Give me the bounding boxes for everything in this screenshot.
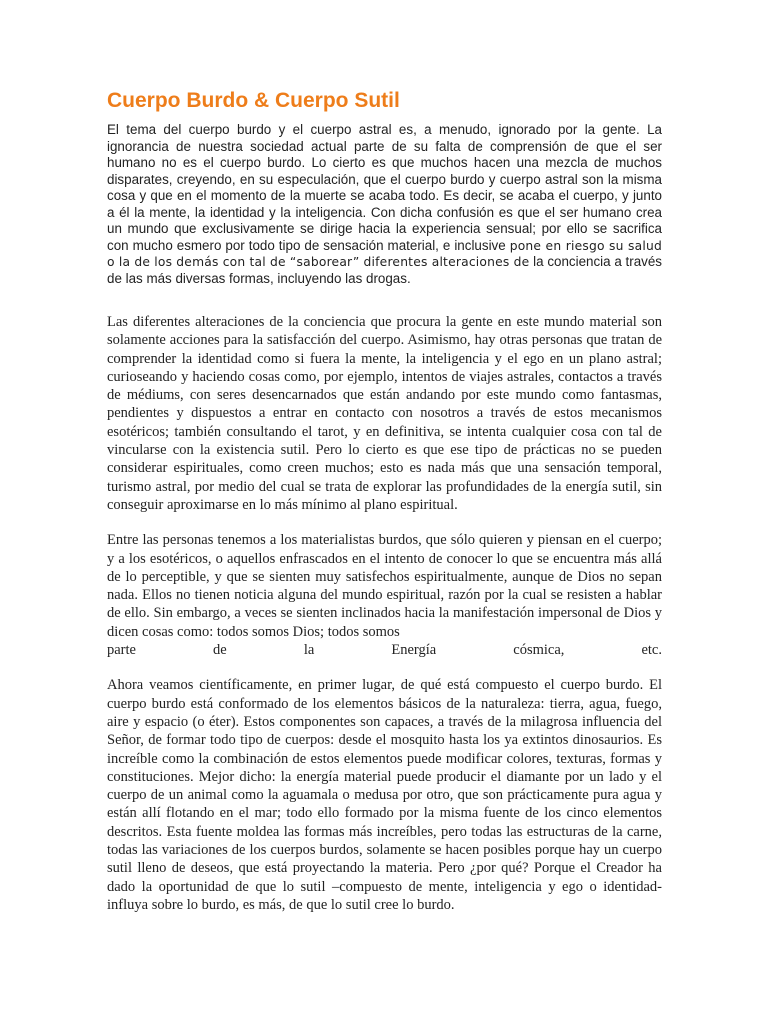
document-page (107, 88, 662, 931)
paragraph-1-narrow-line: pone en riesgo su salud o la de los demás con tal de “saborear” diferentes alteraciones de (107, 238, 662, 269)
article-title: Cuerpo Burdo & Cuerpo Sutil (107, 89, 400, 112)
paragraph-1-text: El tema del cuerpo burdo y el cuerpo astral es, a menudo, ignorado por la gente. La ignorancia de nuestra sociedad actual parte de su falta de comprensión de que el ser humano no es el cuerpo burdo. Lo cierto es que muchos hacen una mezcla de muchos disparates, creyendo, en su especulación, que el cuerpo burdo y cuerpo astral son la misma cosa y que en el momento de la muerte se acaba todo. Es decir, se acaba el cuerpo, y junto a él la mente, la identidad y la inteligencia. Con dicha confusión es que el ser humano crea un mundo que exclusivamente se dirige hacia la experiencia sensual; por ello se sacrifica con mucho esmero por todo tipo de sensación material, e inclusive (107, 122, 662, 253)
paragraph-3-text: Entre las personas tenemos a los materialistas burdos, que sólo quieren y piensan en el cuerpo; y a los esotéricos, o aquellos enfrascados en el intento de conocer lo que se encuentra más allá de lo perceptible, y que se sienten muy satisfechos espiritualmente, aunque de Dios no sepan nada. Ellos no tienen noticia alguna del mundo espiritual, razón por la cual se resisten a hablar de ello. Sin embargo, a veces se sienten inclinados hacia la manifestación impersonal de Dios y dicen cosas como: todos somos Dios; todos somos (107, 532, 662, 640)
paragraph-2: Las diferentes alteraciones de la conciencia que procura la gente en este mundo material son solamente acciones para la satisfacción del cuerpo. Asimismo, hay otras personas que tratan de comprender la identidad como si fuera la mente, la inteligencia y el ego en un plano astral; curioseando y haciendo cosas como, por ejemplo, intentos de viajes astrales, contactos a través de médiums, con seres desencarnados que están andando por este mundo como fantasmas, pendientes y dispuestos a entrar en contacto con nosotros a través de estos mecanismos esotéricos; también consultando el tarot, y en definitiva, se intenta cualquier cosa con tal de vincularse con la existencia sutil. Pero lo cierto es que ese tipo de prácticas no se pueden considerar espirituales, como creen muchos; esto es nada más que una sensación temporal, turismo astral, por medio del cual se trata de explorar las profundidades de la energía sutil, sin conseguir aproximarse en lo más mínimo al plano espiritual. (107, 314, 662, 513)
paragraph-3-last-line: parte de la Energía cósmica, etc. (107, 642, 662, 659)
paragraph-4: Ahora veamos científicamente, en primer lugar, de qué está compuesto el cuerpo burdo. El cuerpo burdo está conformado de los elementos básicos de la naturaleza: tierra, agua, fuego, aire y espacio (o éter). Estos componentes son capaces, a través de la milagrosa influencia del Señor, de formar todo tipo de cuerpos: desde el mosquito hasta los ya extintos dinosaurios. Es increíble como la combinación de estos elementos puede modificar colores, texturas, formas y constituciones. Mejor dicho: la energía material puede producir el diamante por un lado y el cuerpo de un animal como la aguamala o medusa por otro, que son prácticamente pura agua y están allí flotando en el mar; todo ello formado por la misma fuente de los cinco elementos descritos. Esta fuente moldea las formas más increíbles, pero todas las estructuras de la carne, todas las variaciones de los cuerpos burdos, solamente se hacen posibles porque hay un cuerpo sutil lleno de deseos, que está proyectando la materia. Pero ¿por qué? Porque el Creador ha dado la oportunidad de que lo sutil –compuesto de mente, inteligencia y ego o identidad- influya sobre lo burdo, es más, de que lo sutil cree lo burdo. (107, 677, 662, 913)
paragraph-1-end: la conciencia a través de las más diversas formas, incluyendo las drogas. (107, 254, 662, 286)
paragraph-3 (107, 531, 662, 659)
paragraph-1 (107, 122, 662, 287)
